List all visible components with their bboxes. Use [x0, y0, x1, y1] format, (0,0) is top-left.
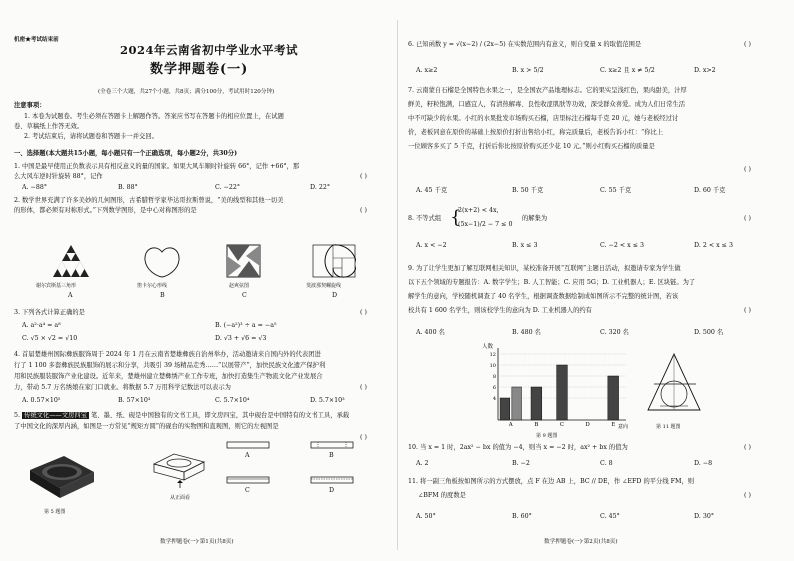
q2-letter-c: C	[242, 292, 247, 299]
chart-ytick-label: 8	[492, 373, 496, 380]
q8-tail: 的解集为	[522, 215, 548, 222]
notes-heading: 注意事项：	[14, 102, 46, 109]
q2-caption-d: 斐波那契螺旋线	[306, 283, 342, 289]
footer-right: 数学押题卷(一)·第2页(共8页)	[544, 539, 618, 545]
q1-answer-bracket: ( )	[360, 173, 367, 180]
q10-line1: 10. 当 x = 1 时，2ax² − bx 的值为 −4，则当 x = −2 时，ax² + bx 的值为	[408, 444, 628, 451]
note-1a: 1. 本卷为试题卷。考生必须在答题卡上解题作答。答案应书写在答题卡的相应位置上，在试题	[24, 113, 284, 120]
q8-option-a: A. x < −2	[416, 242, 447, 249]
q7-line3: 中不可缺少的水果。小红的水果批发市场购买石榴，店里标注石榴每千克 20 元，她与老板经过讨	[408, 115, 679, 122]
q5-option-a-figure	[226, 441, 270, 449]
q5-line2: 了中国文化的深厚内涵，如图是一方常见“规矩方圆”的砚台的实物图和直观图，则它的左视图是	[14, 423, 279, 430]
q4-answer-bracket: ( )	[360, 384, 367, 391]
q9-line1: 9. 为了让学生更加了解互联网相关知识，某校准备开展“互联网”主题日活动，拟邀请专家为学生做	[408, 265, 681, 272]
q11-option-d: D. 30°	[694, 513, 714, 520]
q1-line1: 1. 中国是最早使用正负数表示具有相反意义的量的国家。如果大风车顺时针旋转 66°，记作 +66°，那	[14, 163, 300, 170]
chart-ytick-label: 12	[489, 351, 496, 358]
q11-option-a: A. 50°	[416, 513, 436, 520]
q5-option-c-figure	[226, 476, 270, 484]
q6-answer-bracket: ( )	[744, 41, 751, 48]
q8-brace: {	[450, 207, 462, 228]
q10-answer-bracket: ( )	[744, 444, 751, 451]
q10-option-c: C. 8	[600, 460, 613, 467]
sierpinski-triangle-figure	[52, 244, 90, 278]
q3-answer-bracket: ( )	[360, 309, 367, 316]
q7-line4: 价，老板同意在原价的基础上按原价打折出售给小红，称完质量后，老板告诉小红：“你比上	[408, 129, 664, 136]
chart-xtick-label: B	[534, 422, 539, 428]
q1-option-d: D. 22°	[310, 184, 330, 191]
q4-line1: 4. 首届楚雄州国际彝族服饰周于 2024 年 1 月在云南省楚雄彝族自治州举办，活动邀请来自国内外的代表团进	[14, 351, 321, 358]
chart-bar-e	[608, 376, 619, 420]
q3-option-a: A. a²·a⁴ = a⁸	[22, 322, 61, 329]
fibonacci-spiral-figure	[312, 244, 356, 278]
q3-option-c: C. √5 × √2 = √10	[22, 335, 78, 342]
q9-line2: 以下五个领域的专题报告：A. 数字学生；B. 人工智能；C. 应用 5G；D. 工业机器人；E. 区块链。为了	[408, 279, 696, 286]
q10-option-d: D. −8	[694, 460, 713, 467]
q9-line3: 解学生的意向，学校随机调查了 40 名学生，根据调查数据绘制成如图所示不完整的统计图，若该	[408, 293, 679, 300]
q6-line1: 6. 已知函数 y = √(x−2) / (2x−5) 在实数范围内有意义，则自变量 x 的取值范围是	[408, 41, 642, 48]
left-column	[10, 0, 396, 561]
q5-figure-caption: 第 5 题图	[44, 509, 66, 515]
chart-xlabel: 意向	[618, 424, 629, 430]
q2-line2: 的形体，都必须有对称形式。”下列数学图形，是中心对称图形的是	[14, 207, 197, 214]
q4-option-b: B. 57×10³	[118, 397, 151, 404]
q1-line2: 么大风车逆时针旋转 88°，记作	[14, 173, 103, 180]
q4-option-c: C. 5.7×10⁴	[215, 397, 250, 404]
q3-line1: 3. 下列各式计算正确的是	[14, 309, 85, 316]
q4-line4: 力，带动 5.7 万名绣娘在家门口就业。将数据 5.7 万用科学记数法可以表示为	[14, 384, 231, 391]
chart-ytick-label: 4	[492, 395, 496, 402]
q11-option-c: C. 45°	[600, 513, 620, 520]
chart-ylabel: 人数	[482, 344, 494, 350]
exam-subtitle: 数学押题卷(一)	[150, 62, 249, 77]
right-column	[404, 0, 790, 561]
q1-option-a: A. −88°	[22, 184, 47, 191]
q8-system-line2: (5x−1)/2 − 7 ≤ 0	[458, 221, 513, 228]
q7-line1: 7. 云南蒙自石榴是全国特色水果之一，是全国农产品地理标志。它的果实呈浅红色，果肉甜美，汁厚	[408, 87, 687, 94]
section1-heading: 一、选择题(本大题共15小题，每小题只有一个正确选项，每小题2分，共30分)	[14, 150, 238, 157]
q2-caption-b: 笛卡尔心形线	[137, 283, 168, 289]
chart-xtick-label: E	[611, 422, 616, 428]
q2-letter-d: D	[332, 292, 338, 299]
q6-option-a: A. x≥2	[416, 67, 438, 74]
front-view-label: 从正面看	[170, 495, 191, 501]
q2-line1: 2. 数学世界充满了许多美妙的几何图形，古希腊哲学家毕达哥拉斯曾说，“美的线型和其他一切美	[14, 197, 284, 204]
q7-option-a: A. 45 千克	[416, 187, 448, 194]
q9-line4: 校共有 1 600 名学生，则该校学生的意向为 D. 工业机器人的约有	[408, 307, 592, 314]
q4-option-d: D. 5.7×10³	[310, 397, 345, 404]
q9-figure-caption: 第 9 题图	[536, 433, 558, 439]
q1-option-c: C. −22°	[215, 184, 241, 191]
q10-option-a: A. 2	[416, 460, 429, 467]
q9-bar-chart	[480, 342, 630, 430]
chart-xtick-label: D	[585, 422, 590, 428]
q1-option-b: B. 88°	[118, 184, 138, 191]
q5-option-b-figure	[310, 441, 354, 449]
q5-letter-d: D	[329, 487, 335, 494]
q6-option-c: C. x≥2 且 x ≠ 5/2	[600, 67, 655, 74]
q6-option-d: D. x>2	[694, 67, 716, 74]
q5-line1-text: 笔、墨、纸、砚是中国独有的文书工具，即文房四宝，其中砚台是中国特有的文书工具，承载	[91, 412, 350, 419]
chart-bar-a	[500, 398, 510, 420]
note-1b: 卷、草稿纸上作答无效。	[14, 123, 84, 130]
q2-answer-bracket: ( )	[360, 207, 367, 214]
q5-letter-c: C	[245, 487, 250, 494]
exam-title: 2024年云南省初中学业水平考试	[120, 43, 299, 57]
q11-figure-caption: 第 11 题图	[656, 424, 681, 430]
q10-option-b: B. −2	[512, 460, 530, 467]
q7-line2: 鲜美，籽粒饱满，口感宜人，有清热解毒、良性收涩肌肤等功效，深受群众喜爱。成为人们日常生活	[408, 101, 686, 108]
q7-answer-bracket: ( )	[744, 166, 751, 173]
q11-answer-bracket: ( )	[744, 492, 751, 499]
q5-option-d-figure	[310, 476, 354, 484]
q2-caption-c: 赵爽弦图	[229, 283, 250, 289]
q8-option-b: B. x ≤ 3	[512, 242, 538, 249]
q8-option-d: D. 2 < x ≤ 3	[694, 242, 733, 249]
q9-option-b: B. 480 名	[512, 329, 541, 336]
q5-topic-tag: 传统文化——文房四宝	[24, 412, 87, 419]
q7-option-d: D. 60 千克	[694, 187, 726, 194]
footer-left: 数学押题卷(一)·第1页(共8页)	[160, 539, 234, 545]
q9-answer-bracket: ( )	[744, 307, 751, 314]
q9-option-d: D. 500 名	[694, 329, 724, 336]
q8-system-line1: 2(x+2) < 4x,	[458, 207, 499, 214]
column-divider	[397, 20, 398, 550]
q7-option-c: C. 55 千克	[600, 187, 632, 194]
chart-ytick-label: 10	[489, 362, 496, 369]
inkstone-photo	[24, 446, 98, 506]
chart-xtick-label: C	[559, 422, 565, 428]
q11-line1: 11. 将一副三角板按如图所示的方式摆放，点 F 在边 AB 上，BC // DE，作 ∠EFD 的平分线 FM，则	[408, 478, 695, 485]
q8-intro: 8. 不等式组	[408, 215, 442, 222]
secret-label: 机密★考试结束前	[14, 37, 59, 43]
q3-option-b: B. (−a²)³ ÷ a = −a⁵	[215, 322, 277, 329]
q7-option-b: B. 50 千克	[512, 187, 544, 194]
zhao-shuang-diagram-figure	[226, 244, 262, 278]
chart-bar-b	[531, 387, 542, 420]
q5-letter-a: A	[245, 452, 250, 459]
q9-option-a: A. 400 名	[416, 329, 445, 336]
q11-triangle-figure	[644, 350, 704, 420]
note-2: 2. 考试结束后，请将试题卷和答题卡一并交回。	[24, 133, 158, 140]
q2-letter-a: A	[68, 292, 73, 299]
chart-bar-c	[557, 365, 568, 420]
q3-option-d: D. √3 + √6 = √3	[215, 335, 267, 342]
cardioid-figure	[142, 244, 182, 278]
q2-caption-a: 谢尔宾斯基三角形	[36, 283, 77, 289]
q5-line1: 5. 传统文化——文房四宝 笔、墨、纸、砚是中国独有的文书工具，即文房四宝，其中砚台是中国特有的文书工具，承载	[14, 412, 350, 419]
q11-option-b: B. 60°	[512, 513, 532, 520]
exam-info: (全卷三个大题，共27个小题，共8页；满分100分，考试用时120分钟)	[98, 89, 275, 95]
q6-option-b: B. x > 5/2	[512, 67, 544, 74]
q5-answer-bracket: ( )	[360, 434, 367, 441]
q4-line3: 用和民族服装服饰产业化建设。近年来，楚雄州建立楚彝绣产业工作专班，加快打造集生产物流文化产业发展合	[14, 373, 323, 380]
chart-bar-a	[512, 387, 522, 420]
chart-ytick-label: 6	[492, 384, 496, 391]
q4-option-a: A. 0.57×10⁵	[22, 397, 61, 404]
q9-option-c: C. 320 名	[600, 329, 629, 336]
q8-answer-bracket: ( )	[744, 215, 751, 222]
q5-letter-b: B	[329, 452, 334, 459]
q7-line5: 一位顾客多买了 5 千克，打折后你比按原价购买还少花 10 元。”则小红购买石榴的质量是	[408, 143, 655, 150]
q4-line2: 行了 1 100 多套彝族民族服饰的展示和分享，共吸引 39 场精品走秀……“以展带产”，加快民族文化遗产保护利	[14, 362, 326, 369]
q8-option-c: C. −2 < x ≤ 3	[600, 242, 644, 249]
q2-letter-b: B	[160, 292, 165, 299]
q11-line2: ∠BFM 的度数是	[418, 492, 466, 499]
chart-xtick-label: A	[508, 422, 513, 428]
inkstone-front-view	[150, 450, 208, 490]
